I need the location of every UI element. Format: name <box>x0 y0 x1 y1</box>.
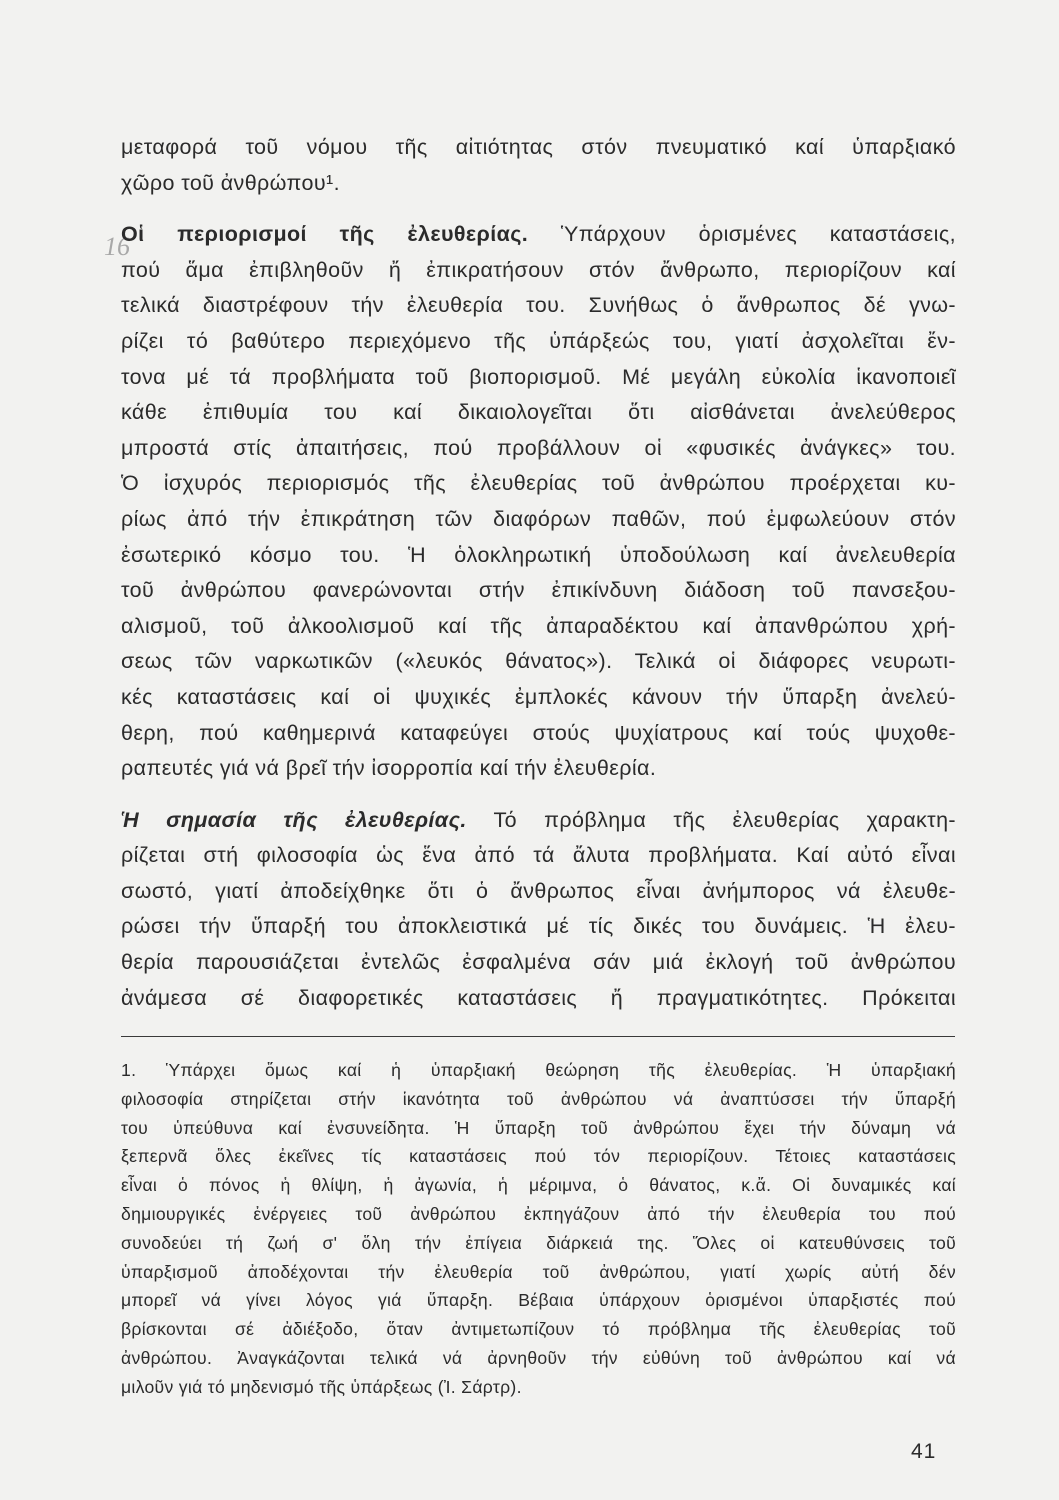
section-heading-significance: Ἡ σημασία τῆς ἐλευθερίας. <box>121 807 467 832</box>
text-line: Ἡ σημασία τῆς ἐλευθερίας. Τό πρόβλημα τῆς ἐλευθερίας χαρακτη- <box>121 807 956 832</box>
paragraph-significance <box>121 803 956 1017</box>
text-line: πού ἅμα ἐπιβληθοῦν ἤ ἐπικρατήσουν στόν ἄνθρωπο, περιορίζουν καί <box>121 257 956 282</box>
footnote-line: ὑπαρξισμοῦ ἀποδέχονται τήν ἐλευθερία τοῦ ἀνθρώπου, γιατί χωρίς αὐτή δέν <box>121 1261 956 1282</box>
footnote-line: ξεπερνᾶ ὅλες ἐκεῖνες τίς καταστάσεις πού τόν περιορίζουν. Τέτοιες καταστάσεις <box>121 1146 956 1167</box>
text-line: θερία παρουσιάζεται ἐντελῶς ἐσφαλμένα σάν μιά ἐκλογή τοῦ ἀνθρώπου <box>121 950 956 975</box>
footnote-line: μπορεῖ νά γίνει λόγος γιά ὕπαρξη. Βέβαια ὑπάρχουν ὁρισμένοι ὑπαρξιστές πού <box>121 1290 956 1311</box>
paragraph-limits <box>121 217 956 787</box>
text-line: κές καταστάσεις καί οἱ ψυχικές ἐμπλοκές κάνουν τήν ὕπαρξη ἀνελεύ- <box>121 684 956 709</box>
text-line: τοῦ ἀνθρώπου φανερώνονται στήν ἐπικίνδυνη διάδοση τοῦ πανσεξου- <box>121 578 956 603</box>
section-heading-limits: Οἱ περιορισμοί τῆς ἐλευθερίας. <box>121 222 529 247</box>
text-line: ἀνάμεσα σέ διαφορετικές καταστάσεις ἤ πραγματικότητες. Πρόκειται <box>121 985 956 1010</box>
text-line: ρίζει τό βαθύτερο περιεχόμενο τῆς ὑπάρξεώς του, γιατί ἀσχολεῖται ἔν- <box>121 328 956 353</box>
text-line: σωστό, γιατί ἀποδείχθηκε ὅτι ὁ ἄνθρωπος εἶναι ἀνήμπορος νά ἐλευθε- <box>121 878 956 903</box>
text-line: ρώσει τήν ὕπαρξή του ἀποκλειστικά μέ τίς δικές του δυνάμεις. Ἡ ἐλευ- <box>121 914 956 939</box>
text-line: τονα μέ τά προβλήματα τοῦ βιοπορισμοῦ. Μέ μεγάλη εὐκολία ἱκανοποιεῖ <box>121 364 956 389</box>
main-text <box>121 130 956 1032</box>
text-line: μπροστά στίς ἀπαιτήσεις, πού προβάλλουν οἱ «φυσικές ἀνάγκες» του. <box>121 435 956 460</box>
text-line: αλισμοῦ, τοῦ ἀλκοολισμοῦ καί τῆς ἀπαραδέκτου καί ἀπανθρώπου χρή- <box>121 613 956 638</box>
text-line: Ὁ ἰσχυρός περιορισμός τῆς ἐλευθερίας τοῦ ἀνθρώπου προέρχεται κυ- <box>121 471 956 496</box>
paragraph-intro <box>121 130 956 201</box>
text-line: τελικά διαστρέφουν τήν ἐλευθερία του. Συνήθως ὁ ἄνθρωπος δέ γνω- <box>121 293 956 318</box>
text-line: κάθε ἐπιθυμία του καί δικαιολογεῖται ὅτι αἰσθάνεται ἀνελεύθερος <box>121 400 956 425</box>
text-line: θερη, πού καθημερινά καταφεύγει στούς ψυχίατρους καί τούς ψυχοθε- <box>121 720 956 745</box>
text-line: χῶρο τοῦ ἀνθρώπου¹. <box>121 170 340 195</box>
footnote-divider <box>121 1036 955 1037</box>
text-line: μεταφορά τοῦ νόμου τῆς αἰτιότητας στόν πνευματικό καί ὑπαρξιακό <box>121 135 956 159</box>
footnote-line: 1. Ὑπάρχει ὅμως καί ἡ ὑπαρξιακή θεώρηση τῆς ἐλευθερίας. Ἡ ὑπαρξιακή <box>121 1060 956 1080</box>
text-line: ἐσωτερικό κόσμο του. Ἡ ὁλοκληρωτική ὑποδούλωση καί ἀνελευθερία <box>121 542 956 567</box>
text-line: ρίως ἀπό τήν ἐπικράτηση τῶν διαφόρων παθῶν, πού ἐμφωλεύουν στόν <box>121 506 956 531</box>
footnote-line: μιλοῦν γιά τό μηδενισμό τῆς ὑπάρξεως (Ἰ. Σάρτρ). <box>121 1376 522 1397</box>
page-number: 41 <box>911 1440 937 1463</box>
footnote-line: του ὑπεύθυνα καί ἐνσυνείδητα. Ἡ ὕπαρξη τοῦ ἀνθρώπου ἔχει τήν δύναμη νά <box>121 1117 956 1138</box>
text-line: σεως τῶν ναρκωτικῶν («λευκός θάνατος»). Τελικά οἱ διάφορες νευρωτι- <box>121 649 956 674</box>
footnote <box>121 1056 956 1402</box>
text-line: Οἱ περιορισμοί τῆς ἐλευθερίας. Ὑπάρχουν ὁρισμένες καταστάσεις, <box>121 222 956 247</box>
text-line: ρίζεται στή φιλοσοφία ὡς ἕνα ἀπό τά ἄλυτα προβλήματα. Καί αὐτό εἶναι <box>121 843 956 868</box>
footnote-line: βρίσκονται σέ ἀδιέξοδο, ὅταν ἀντιμετωπίζουν τό πρόβλημα τῆς ἐλευθερίας τοῦ <box>121 1319 956 1340</box>
footnote-line: συνοδεύει τή ζωή σ' ὅλη τήν ἐπίγεια διάρκειά της. Ὅλες οἱ κατευθύνσεις τοῦ <box>121 1232 956 1253</box>
footnote-line: ἀνθρώπου. Ἀναγκάζονται τελικά νά ἀρνηθοῦν τήν εὐθύνη τοῦ ἀνθρώπου καί νά <box>121 1347 956 1368</box>
text-line: ραπευτές γιά νά βρεῖ τήν ἰσορροπία καί τήν ἐλευθερία. <box>121 756 657 781</box>
footnote-line: φιλοσοφία στηρίζεται στήν ἱκανότητα τοῦ ἀνθρώπου νά ἀναπτύσσει τήν ὕπαρξή <box>121 1088 956 1109</box>
footnote-line: δημιουργικές ἐνέργειες τοῦ ἀνθρώπου ἐκπηγάζουν ἀπό τήν ἐλευθερία του πού <box>121 1203 956 1224</box>
margin-pencil-note: 16 <box>104 232 130 261</box>
footnote-line: εἶναι ὁ πόνος ἡ θλίψη, ἡ ἀγωνία, ἡ μέριμνα, ὁ θάνατος, κ.ἄ. Οἱ δυναμικές καί <box>121 1175 956 1196</box>
